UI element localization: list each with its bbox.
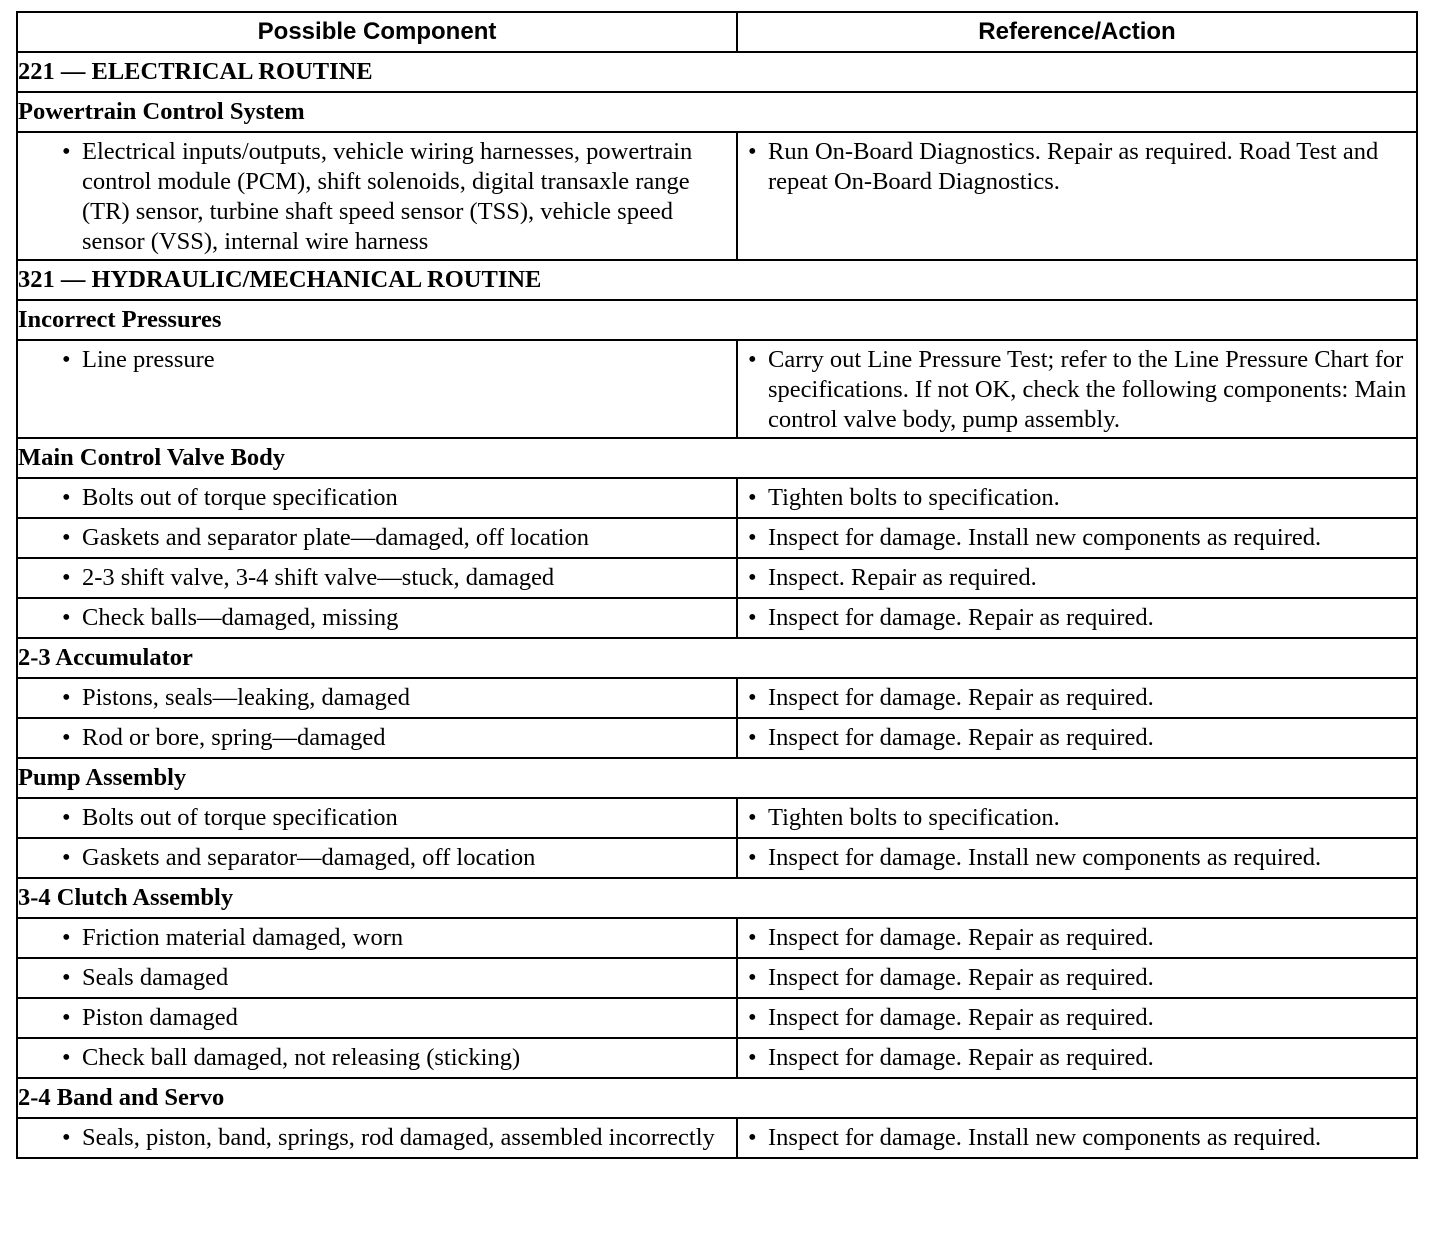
component-cell (17, 132, 737, 260)
component-text: Seals damaged (82, 964, 229, 991)
section-row (17, 438, 1417, 478)
bullet-icon: • (748, 138, 757, 165)
bullet-icon: • (748, 524, 757, 551)
section-heading: 2-4 Band and Servo (17, 1078, 1417, 1118)
action-text: Inspect for damage. Repair as required. (768, 1044, 1154, 1071)
header-row (17, 12, 1417, 52)
table-row (17, 838, 1417, 878)
bullet-icon: • (62, 844, 71, 871)
bullet-icon: • (748, 1124, 757, 1151)
bullet-icon: • (748, 924, 757, 951)
bullet-icon: • (748, 964, 757, 991)
header-reference-action: Reference/Action (737, 12, 1417, 52)
table-row (17, 132, 1417, 260)
bullet-icon: • (62, 564, 71, 591)
action-cell (737, 340, 1417, 438)
table-row (17, 718, 1417, 758)
action-text: Inspect for damage. Install new components as required. (768, 844, 1322, 871)
component-text: Rod or bore, spring—damaged (82, 724, 386, 751)
component-text: Gaskets and separator plate—damaged, off location (82, 524, 590, 551)
component-cell (17, 838, 737, 878)
section-heading: Main Control Valve Body (17, 438, 1417, 478)
bullet-icon: • (748, 804, 757, 831)
action-text: Inspect for damage. Install new components as required. (768, 1124, 1322, 1151)
component-cell (17, 478, 737, 518)
component-text: Electrical inputs/outputs, vehicle wiring harnesses, powertrain control module (PCM), shift solenoids, digital transaxle range (TR) sensor, turbine shaft speed sensor (TSS), vehicle speed sensor (VSS), internal wire harness (82, 138, 693, 255)
component-cell (17, 1038, 737, 1078)
bullet-icon: • (748, 604, 757, 631)
action-cell (737, 132, 1417, 260)
component-cell (17, 998, 737, 1038)
component-text: Friction material damaged, worn (82, 924, 404, 951)
action-text: Inspect for damage. Repair as required. (768, 724, 1154, 751)
component-cell (17, 958, 737, 998)
bullet-icon: • (62, 924, 71, 951)
section-row (17, 92, 1417, 132)
bullet-icon: • (748, 1004, 757, 1031)
table-row (17, 998, 1417, 1038)
action-text: Carry out Line Pressure Test; refer to the Line Pressure Chart for specifications. If not OK, check the following components: Main control valve body, pump assembly. (768, 346, 1407, 433)
diagnosis-table (16, 11, 1418, 1159)
action-cell (737, 958, 1417, 998)
bullet-icon: • (62, 346, 71, 373)
action-text: Inspect for damage. Repair as required. (768, 1004, 1154, 1031)
bullet-icon: • (62, 138, 71, 165)
section-heading: 221 — ELECTRICAL ROUTINE (17, 52, 1417, 92)
component-cell (17, 518, 737, 558)
bullet-icon: • (62, 964, 71, 991)
bullet-icon: • (748, 346, 757, 373)
component-text: Pistons, seals—leaking, damaged (82, 684, 410, 711)
action-text: Tighten bolts to specification. (768, 804, 1060, 831)
action-cell (737, 1118, 1417, 1158)
table-row (17, 598, 1417, 638)
action-cell (737, 998, 1417, 1038)
action-cell (737, 1038, 1417, 1078)
bullet-icon: • (62, 684, 71, 711)
action-text: Inspect. Repair as required. (768, 564, 1037, 591)
component-cell (17, 340, 737, 438)
bullet-icon: • (748, 484, 757, 511)
component-cell (17, 558, 737, 598)
action-text: Inspect for damage. Repair as required. (768, 684, 1154, 711)
component-cell (17, 798, 737, 838)
bullet-icon: • (62, 1004, 71, 1031)
component-text: 2-3 shift valve, 3-4 shift valve—stuck, damaged (82, 564, 555, 591)
header-possible-component: Possible Component (17, 12, 737, 52)
action-text: Inspect for damage. Repair as required. (768, 604, 1154, 631)
bullet-icon: • (748, 564, 757, 591)
table-row (17, 678, 1417, 718)
action-cell (737, 598, 1417, 638)
bullet-icon: • (748, 1044, 757, 1071)
action-text: Tighten bolts to specification. (768, 484, 1060, 511)
action-text: Inspect for damage. Repair as required. (768, 924, 1154, 951)
section-row (17, 1078, 1417, 1118)
component-cell (17, 598, 737, 638)
action-cell (737, 798, 1417, 838)
table-row (17, 918, 1417, 958)
table-row (17, 798, 1417, 838)
bullet-icon: • (62, 724, 71, 751)
section-row (17, 300, 1417, 340)
bullet-icon: • (748, 724, 757, 751)
section-heading: Incorrect Pressures (17, 300, 1417, 340)
action-cell (737, 718, 1417, 758)
action-text: Inspect for damage. Install new components as required. (768, 524, 1322, 551)
action-text: Inspect for damage. Repair as required. (768, 964, 1154, 991)
component-text: Line pressure (82, 346, 215, 373)
table-row (17, 1038, 1417, 1078)
table-row (17, 340, 1417, 438)
bullet-icon: • (62, 804, 71, 831)
bullet-icon: • (62, 484, 71, 511)
action-cell (737, 558, 1417, 598)
component-cell (17, 918, 737, 958)
section-row (17, 758, 1417, 798)
action-text: Run On-Board Diagnostics. Repair as required. Road Test and repeat On-Board Diagnostics. (768, 138, 1379, 195)
bullet-icon: • (62, 1124, 71, 1151)
component-text: Seals, piston, band, springs, rod damaged, assembled incorrectly (82, 1124, 715, 1151)
component-text: Bolts out of torque specification (82, 484, 398, 511)
section-heading: Powertrain Control System (17, 92, 1417, 132)
table-row (17, 1118, 1417, 1158)
table-row (17, 958, 1417, 998)
component-text: Piston damaged (82, 1004, 238, 1031)
action-cell (737, 478, 1417, 518)
section-row (17, 638, 1417, 678)
section-heading: Pump Assembly (17, 758, 1417, 798)
section-row (17, 52, 1417, 92)
action-cell (737, 918, 1417, 958)
section-row (17, 878, 1417, 918)
component-text: Check balls—damaged, missing (82, 604, 399, 631)
table-row (17, 518, 1417, 558)
component-text: Gaskets and separator—damaged, off location (82, 844, 536, 871)
action-cell (737, 838, 1417, 878)
table-body (17, 52, 1417, 1158)
section-heading: 321 — HYDRAULIC/MECHANICAL ROUTINE (17, 260, 1417, 300)
bullet-icon: • (748, 844, 757, 871)
table-row (17, 478, 1417, 518)
component-text: Check ball damaged, not releasing (sticking) (82, 1044, 521, 1071)
bullet-icon: • (62, 524, 71, 551)
component-cell (17, 1118, 737, 1158)
section-heading: 2-3 Accumulator (17, 638, 1417, 678)
table-row (17, 558, 1417, 598)
section-heading: 3-4 Clutch Assembly (17, 878, 1417, 918)
action-cell (737, 678, 1417, 718)
component-cell (17, 718, 737, 758)
bullet-icon: • (748, 684, 757, 711)
bullet-icon: • (62, 604, 71, 631)
action-cell (737, 518, 1417, 558)
section-row (17, 260, 1417, 300)
bullet-icon: • (62, 1044, 71, 1071)
component-text: Bolts out of torque specification (82, 804, 398, 831)
component-cell (17, 678, 737, 718)
